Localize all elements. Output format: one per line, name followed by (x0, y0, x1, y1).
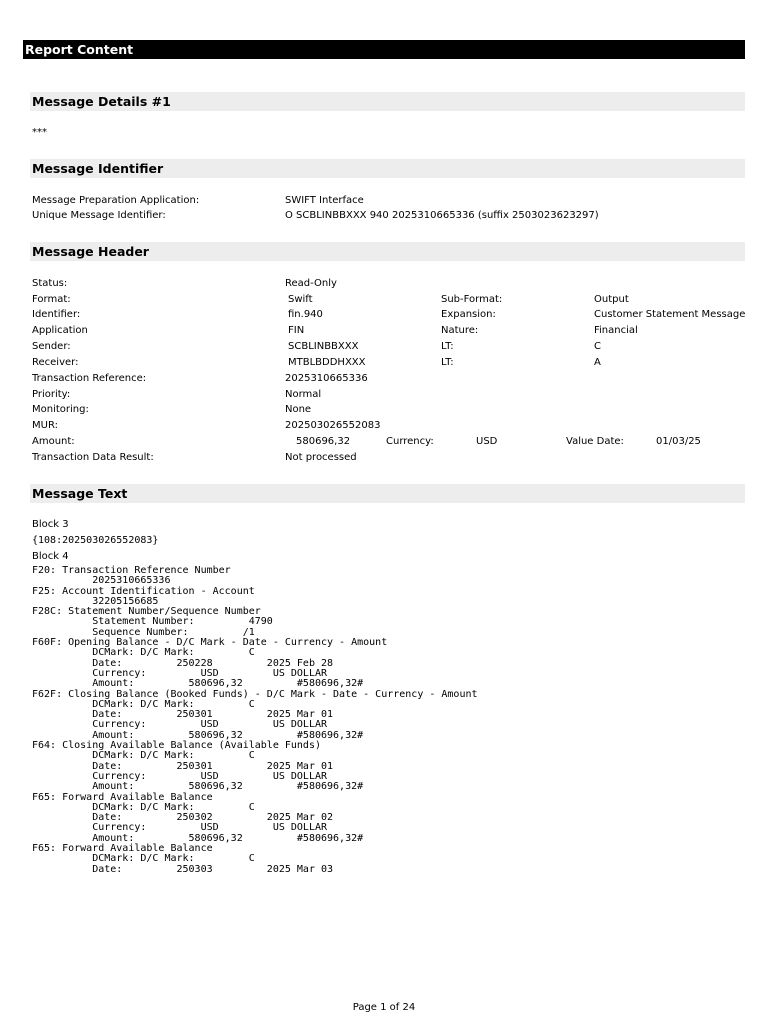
block4-line: DCMark: D/C Mark: C (32, 853, 255, 865)
receiver-lt-label: LT: (441, 357, 454, 368)
umi-value: O SCBLINBBXXX 940 2025310665336 (suffix 2503023623297) (285, 210, 599, 221)
format-value: Swift (288, 294, 313, 305)
message-details-marker: *** (32, 127, 47, 138)
status-value: Read-Only (285, 278, 337, 289)
priority-value: Normal (285, 389, 322, 400)
section-message-header: Message Header (30, 242, 745, 261)
transaction-reference-value: 2025310665336 (285, 373, 368, 384)
section-message-text: Message Text (30, 484, 745, 503)
block4-line: F60F: Opening Balance - D/C Mark - Date - Currency - Amount (32, 637, 388, 649)
block4-line: Date: 250303 2025 Mar 03 (32, 863, 334, 875)
block4-line: Date: 250301 2025 Mar 01 (32, 760, 334, 772)
block4-line: Currency: USD US DOLLAR (32, 822, 328, 834)
value-date-value: 01/03/25 (656, 436, 701, 447)
expansion-value: Customer Statement Message (594, 309, 746, 320)
block4-line: Amount: 580696,32 #580696,32# (32, 729, 364, 741)
block4-line: DCMark: D/C Mark: C (32, 647, 255, 659)
receiver-label: Receiver: (32, 357, 79, 368)
block4-line: Statement Number: 4790 (32, 616, 273, 628)
mur-label: MUR: (32, 420, 58, 431)
amount-label: Amount: (32, 436, 75, 447)
block4-line: F20: Transaction Reference Number (32, 565, 231, 576)
transaction-reference-label: Transaction Reference: (32, 373, 147, 384)
umi-label: Unique Message Identifier: (32, 210, 166, 221)
monitoring-label: Monitoring: (32, 404, 89, 415)
block4-line: F65: Forward Available Balance (32, 791, 213, 803)
block4-line: Amount: 580696,32 #580696,32# (32, 781, 364, 793)
transaction-data-result-value: Not processed (285, 452, 357, 463)
block4-line: F65: Forward Available Balance (32, 843, 213, 855)
sender-lt-value: C (594, 341, 601, 352)
block4-line: Amount: 580696,32 #580696,32# (32, 678, 364, 690)
monitoring-value: None (285, 404, 312, 415)
block4-line: Date: 250301 2025 Mar 01 (32, 709, 334, 721)
currency-value: USD (476, 436, 498, 447)
application-label: Application (32, 325, 88, 336)
value-date-label: Value Date: (566, 436, 624, 447)
identifier-value: fin.940 (288, 309, 323, 320)
receiver-value: MTBLBDDHXXX (288, 357, 366, 368)
block4-line: F25: Account Identification - Account (32, 585, 255, 597)
priority-label: Priority: (32, 389, 71, 400)
block4-line: Amount: 580696,32 #580696,32# (32, 832, 364, 844)
sender-lt-label: LT: (441, 341, 454, 352)
status-label: Status: (32, 278, 68, 289)
block4-line: DCMark: D/C Mark: C (32, 801, 255, 813)
mpa-label: Message Preparation Application: (32, 195, 200, 206)
block4-line: DCMark: D/C Mark: C (32, 698, 255, 710)
amount-value: 580696,32 (296, 436, 351, 447)
section-message-details: Message Details #1 (30, 92, 745, 111)
block4-line: Currency: USD US DOLLAR (32, 719, 328, 731)
block4-line: Currency: USD US DOLLAR (32, 770, 328, 782)
transaction-data-result-label: Transaction Data Result: (32, 452, 154, 463)
block4-label: Block 4 (32, 551, 69, 562)
format-label: Format: (32, 294, 71, 305)
block4-line: F64: Closing Available Balance (Available Funds) (32, 740, 321, 752)
block4-line: 32205156685 (32, 595, 159, 607)
currency-label: Currency: (386, 436, 434, 447)
sender-value: SCBLINBBXXX (288, 341, 359, 352)
report-content-banner: Report Content (23, 40, 745, 59)
nature-label: Nature: (441, 325, 479, 336)
block4-line: F28C: Statement Number/Sequence Number (32, 606, 261, 618)
block4-line: 2025310665336 (32, 575, 171, 587)
sender-label: Sender: (32, 341, 71, 352)
block4-line: Date: 250302 2025 Mar 02 (32, 812, 334, 824)
mpa-value: SWIFT Interface (285, 195, 364, 206)
expansion-label: Expansion: (441, 309, 496, 320)
block3-value: {108:202503026552083} (32, 535, 159, 546)
mur-value: 202503026552083 (285, 420, 381, 431)
block4-line: Date: 250228 2025 Feb 28 (32, 657, 334, 669)
block4-line: Currency: USD US DOLLAR (32, 667, 328, 679)
block3-label: Block 3 (32, 519, 69, 530)
block4-line: F62F: Closing Balance (Booked Funds) - D/C Mark - Date - Currency - Amount (32, 688, 478, 700)
sub-format-label: Sub-Format: (441, 294, 503, 305)
block4-line: Sequence Number: /1 (32, 626, 255, 638)
block4-content (32, 566, 478, 875)
page-number: Page 1 of 24 (352, 1002, 416, 1013)
application-value: FIN (288, 325, 305, 336)
sub-format-value: Output (594, 294, 629, 305)
nature-value: Financial (594, 325, 638, 336)
identifier-label: Identifier: (32, 309, 81, 320)
section-message-identifier: Message Identifier (30, 159, 745, 178)
block4-line: DCMark: D/C Mark: C (32, 750, 255, 762)
receiver-lt-value: A (594, 357, 601, 368)
